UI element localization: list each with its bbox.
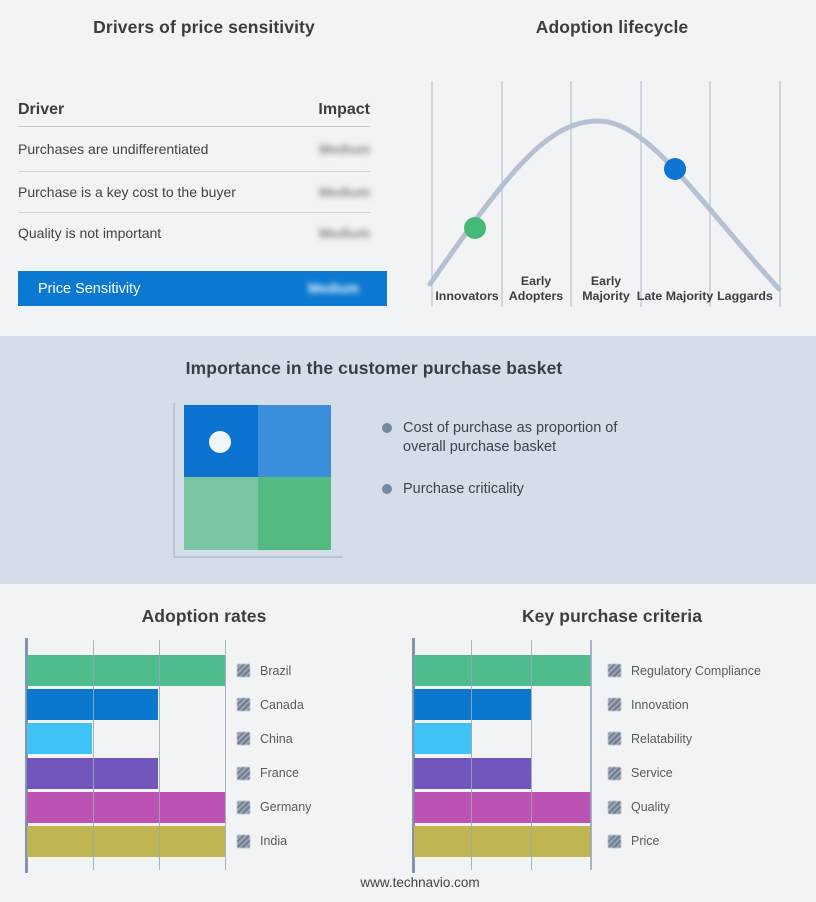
bars <box>27 655 225 857</box>
driver-cell: Purchase is a key cost to the buyer <box>18 184 236 200</box>
impact-cell-blurred: Medium <box>318 225 370 241</box>
impact-cell-blurred: Medium <box>307 281 359 296</box>
legend-swatch-icon <box>608 835 621 848</box>
legend-item <box>237 758 311 789</box>
legend-swatch-icon <box>608 801 621 814</box>
chart-title: Key purchase criteria <box>521 606 703 626</box>
chart-title: Adoption rates <box>141 606 267 626</box>
legend-label: Brazil <box>260 663 292 678</box>
col-header-driver: Driver <box>18 101 65 118</box>
bar-brazil <box>27 655 225 686</box>
legend-item <box>237 655 311 686</box>
legend-label: Regulatory Compliance <box>631 663 761 678</box>
legend-item <box>237 792 311 823</box>
driver-cell: Quality is not important <box>18 225 162 241</box>
legend-label: Service <box>631 766 673 781</box>
legend-label: China <box>260 731 293 746</box>
bullet-item <box>382 480 639 499</box>
legend-swatch-icon <box>237 664 250 677</box>
highlight-label: Price Sensitivity <box>38 280 141 297</box>
position-marker-dot <box>209 431 231 453</box>
bell-curve <box>430 121 779 289</box>
legend <box>237 655 311 857</box>
legend-label: Quality <box>631 800 670 815</box>
stage-label-early-majority: Early Majority <box>582 274 630 303</box>
purchase-basket-band <box>0 336 816 584</box>
legend-swatch-icon <box>237 801 250 814</box>
gridline <box>93 640 95 870</box>
legend-item <box>237 689 311 720</box>
legend-item <box>608 758 761 789</box>
bullet-item <box>382 419 639 457</box>
legend-label: Germany <box>260 800 312 815</box>
lifecycle-curve-chart <box>408 0 816 320</box>
quadrant-top-right <box>258 405 331 477</box>
drivers-table <box>18 94 370 253</box>
stage-label-laggards: Laggards <box>717 289 773 303</box>
legend-label: Canada <box>260 697 304 712</box>
bar-regulatory-compliance <box>414 655 591 686</box>
bullet-text: Cost of purchase as proportion of overall purchase basket <box>403 420 618 455</box>
legend-label: Price <box>631 834 660 849</box>
adoption-rates-chart <box>0 584 408 902</box>
table-header-row <box>18 94 370 127</box>
legend-item <box>608 655 761 686</box>
early-stage-marker-dot <box>464 217 486 239</box>
legend-item <box>608 723 761 754</box>
drivers-panel <box>0 0 408 336</box>
legend-label: Innovation <box>631 697 689 712</box>
website-url: www.technavio.com <box>360 875 480 890</box>
legend-swatch-icon <box>237 698 250 711</box>
legend-label: France <box>260 766 299 781</box>
table-row <box>18 127 370 172</box>
legend-label: India <box>260 834 288 849</box>
quadrant-axis-horizontal <box>173 556 343 558</box>
basket-title: Importance in the customer purchase basket <box>185 358 563 378</box>
driver-cell: Purchases are undifferentiated <box>18 141 209 157</box>
legend-swatch-icon <box>608 767 621 780</box>
bullet-icon <box>382 484 392 494</box>
bars <box>414 655 591 857</box>
legend-item <box>608 689 761 720</box>
legend-swatch-icon <box>608 732 621 745</box>
bar-innovation <box>414 689 531 720</box>
late-stage-marker-dot <box>664 158 686 180</box>
purchase-basket-quadrant-chart <box>184 405 331 550</box>
lifecycle-panel <box>408 0 816 320</box>
lifecycle-title: Adoption lifecycle <box>535 17 689 37</box>
table-row <box>18 213 370 253</box>
legend-item <box>237 723 311 754</box>
legend-label: Relatability <box>631 731 693 746</box>
bar-service <box>414 758 531 789</box>
table-row <box>18 172 370 213</box>
quadrant-axis-vertical <box>173 403 175 558</box>
legend-swatch-icon <box>237 835 250 848</box>
gridline <box>159 640 161 870</box>
stage-label-innovators: Innovators <box>435 289 499 303</box>
bar-india <box>27 826 225 857</box>
legend-swatch-icon <box>608 664 621 677</box>
bar-china <box>27 723 92 754</box>
drivers-title: Drivers of price sensitivity <box>93 17 315 37</box>
price-sensitivity-highlight-row <box>18 271 387 306</box>
quadrant-bottom-right <box>258 477 331 550</box>
legend-swatch-icon <box>237 767 250 780</box>
legend-item <box>237 826 311 857</box>
bullet-text: Purchase criticality <box>403 481 524 497</box>
impact-cell-blurred: Medium <box>318 141 370 157</box>
legend-swatch-icon <box>608 698 621 711</box>
stage-label-early-adopters: Early Adopters <box>508 274 564 303</box>
gridline <box>531 640 533 870</box>
gridline <box>471 640 473 870</box>
legend <box>608 655 761 857</box>
bar-relatability <box>414 723 472 754</box>
gridline <box>225 640 227 870</box>
bar-price <box>414 826 591 857</box>
legend-item <box>608 826 761 857</box>
bar-germany <box>27 792 225 823</box>
stage-label-late-majority: Late Majority <box>636 289 714 303</box>
quadrant-bottom-left <box>184 477 258 550</box>
impact-cell-blurred: Medium <box>318 184 370 200</box>
legend-swatch-icon <box>237 732 250 745</box>
bar-quality <box>414 792 591 823</box>
key-purchase-criteria-chart <box>408 584 816 902</box>
bullet-icon <box>382 423 392 433</box>
gridline <box>590 640 592 870</box>
col-header-impact: Impact <box>318 101 370 118</box>
legend-item <box>608 792 761 823</box>
